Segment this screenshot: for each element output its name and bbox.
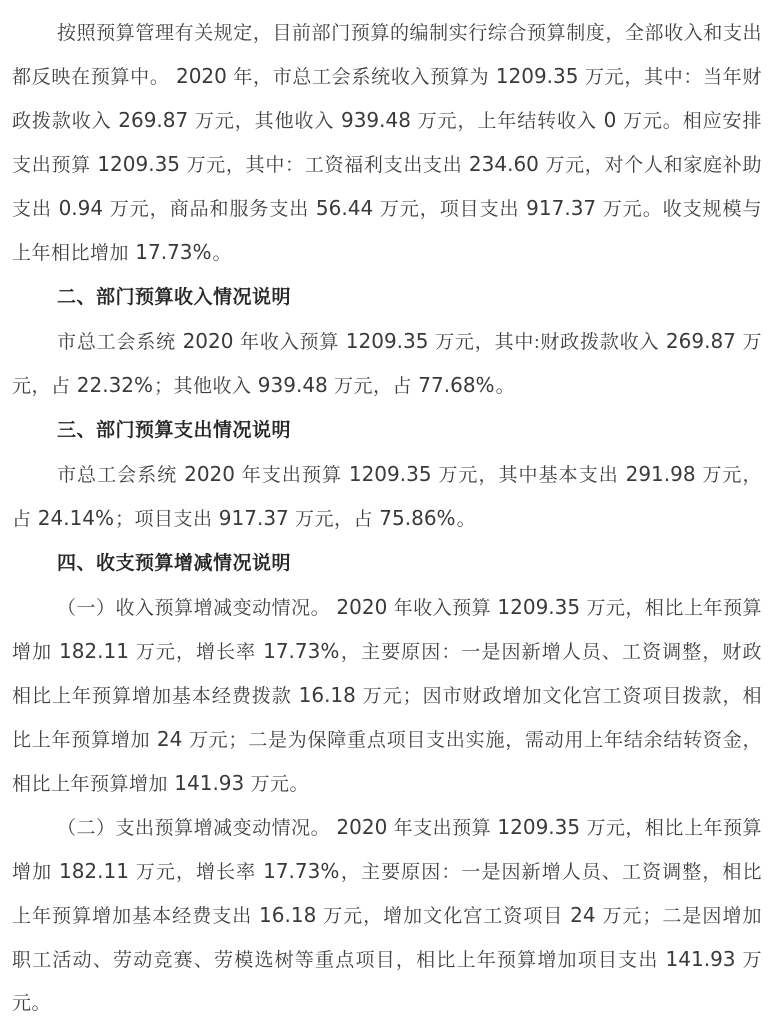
numeric-value: 2020 (175, 64, 227, 88)
numeric-value: 939.48 (257, 373, 328, 397)
numeric-value: 1209.35 (97, 152, 181, 176)
numeric-value: 56.44 (315, 196, 374, 220)
numeric-value: 939.48 (340, 108, 411, 132)
numeric-value: 17.73% (263, 639, 340, 663)
numeric-value: 2020 (182, 329, 234, 353)
numeric-value: 234.60 (468, 152, 539, 176)
numeric-value: 1209.35 (345, 329, 429, 353)
numeric-value: 141.93 (174, 771, 245, 795)
numeric-value: 269.87 (118, 108, 189, 132)
paragraph: （二）支出预算增减变动情况。 2020 年支出预算 1209.35 万元，相比上年预算增加 182.11 万元，增长率 17.73%，主要原因：一是因新增人员、工资调整，相比上年预算增加基本经费支出 16.18 万元，增加文化宫工资项目 24 万元；二是因增加职工活动、劳动竞赛、劳模选树等重点项目，相比上年预算增加项目支出 141.93 万元。 (12, 815, 762, 1014)
numeric-value: 16.18 (259, 903, 317, 927)
numeric-value: 17.73% (135, 240, 212, 264)
numeric-value: 0.94 (58, 196, 104, 220)
numeric-value: 24.14% (37, 506, 115, 530)
numeric-value: 24 (570, 903, 596, 927)
paragraph: 市总工会系统 2020 年支出预算 1209.35 万元，其中基本支出 291.98 万元，占 24.14%；项目支出 917.37 万元，占 75.86%。 (12, 462, 762, 530)
numeric-value: 1209.35 (495, 64, 579, 88)
numeric-value: 182.11 (58, 639, 129, 663)
numeric-value: 182.11 (58, 859, 129, 883)
numeric-value: 75.86% (379, 506, 456, 530)
numeric-value: 2020 (336, 595, 388, 619)
paragraph: （一）收入预算增减变动情况。 2020 年收入预算 1209.35 万元，相比上年预算增加 182.11 万元，增长率 17.73%，主要原因：一是因新增人员、工资调整，财政相比上年预算增加基本经费拨款 16.18 万元；因市财政增加文化宫工资项目拨款，相比上年预算增加 24 万元；二是为保障重点项目支出实施，需动用上年结余结转资金，相比上年预算增加 141.93 万元。 (12, 595, 762, 795)
numeric-value: 269.87 (665, 329, 736, 353)
numeric-value: 22.32% (76, 373, 154, 397)
numeric-value: 24 (156, 727, 183, 751)
document-body (12, 12, 762, 1025)
numeric-value: 0 (603, 108, 617, 132)
numeric-value: 16.18 (298, 683, 356, 707)
section-heading: 二、部门预算收入情况说明 (57, 287, 292, 308)
numeric-value: 2020 (336, 815, 388, 839)
paragraph: 按照预算管理有关规定，目前部门预算的编制实行综合预算制度，全部收入和支出都反映在预算中。 2020 年，市总工会系统收入预算为 1209.35 万元，其中：当年财政拨款收入 269.87 万元，其他收入 939.48 万元，上年结转收入 0 万元。相应安排支出预算 1209.35 万元，其中：工资福利支出支出 234.60 万元，对个人和家庭补助支出 0.94 万元，商品和服务支出 56.44 万元，项目支出 917.37 万元。收支规模与上年相比增加 17.73%。 (12, 23, 762, 264)
section-heading: 三、部门预算支出情况说明 (57, 420, 292, 441)
numeric-value: 2020 (184, 462, 235, 486)
numeric-value: 77.68% (418, 373, 495, 397)
numeric-value: 1209.35 (497, 595, 581, 619)
numeric-value: 17.73% (263, 859, 340, 883)
section-heading: 四、收支预算增减情况说明 (57, 553, 292, 574)
numeric-value: 917.37 (526, 196, 597, 220)
numeric-value: 291.98 (625, 462, 696, 486)
numeric-value: 141.93 (665, 947, 736, 971)
numeric-value: 917.37 (218, 506, 289, 530)
paragraph: 市总工会系统 2020 年收入预算 1209.35 万元，其中:财政拨款收入 269.87 万元，占 22.32%；其他收入 939.48 万元，占 77.68%。 (12, 329, 762, 397)
numeric-value: 1209.35 (497, 815, 581, 839)
numeric-value: 1209.35 (348, 462, 432, 486)
